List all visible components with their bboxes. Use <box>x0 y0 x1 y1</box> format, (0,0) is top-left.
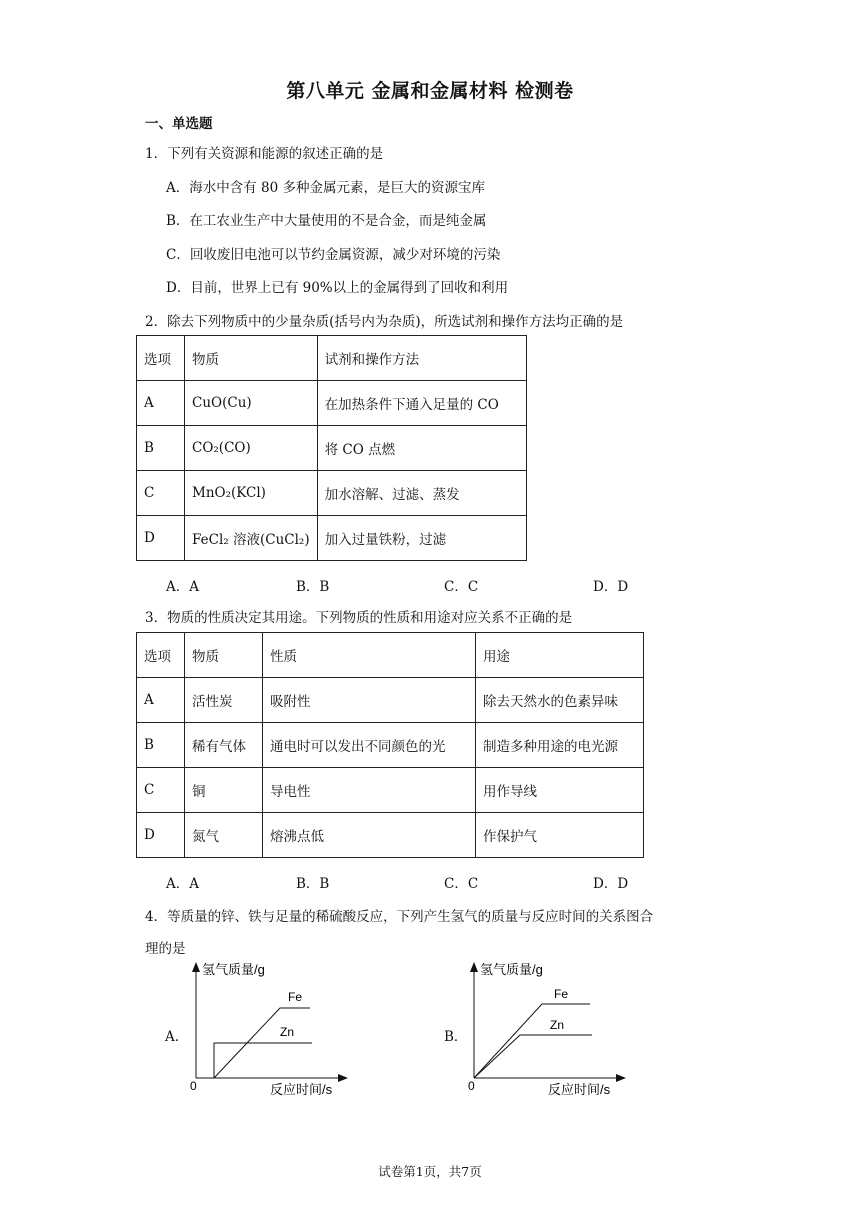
table-cell: 吸附性 <box>263 678 476 723</box>
table-cell: C <box>137 471 185 516</box>
origin-label: 0 <box>468 1079 475 1093</box>
choice-b: B．B <box>296 579 330 595</box>
table-cell: 将 CO 点燃 <box>317 426 526 471</box>
q1-option-b: B．在工农业生产中大量使用的不是合金，而是纯金属 <box>166 213 487 229</box>
table-cell: D <box>137 813 185 858</box>
table-cell: C <box>137 768 185 813</box>
table-header: 物质 <box>185 336 318 381</box>
table-cell: B <box>137 426 185 471</box>
choice-d: D．D <box>593 876 629 892</box>
table-cell: MnO₂(KCl) <box>185 471 318 516</box>
x-axis-label: 反应时间/s <box>270 1082 333 1097</box>
fe-line <box>474 1004 590 1078</box>
table-header: 用途 <box>476 633 644 678</box>
choice-a: A．A <box>166 876 199 892</box>
table-cell: 氮气 <box>185 813 263 858</box>
y-axis-label: 氢气质量/g <box>202 962 265 977</box>
q1-option-a: A．海水中含有 80 多种金属元素，是巨大的资源宝库 <box>166 180 486 196</box>
q3-table <box>136 632 644 858</box>
x-axis-label: 反应时间/s <box>548 1082 611 1097</box>
q4-stem-line1: 4．等质量的锌、铁与足量的稀硫酸反应，下列产生氢气的质量与反应时间的关系图合 <box>145 909 654 925</box>
graph-a <box>180 958 360 1098</box>
table-cell: 铜 <box>185 768 263 813</box>
y-axis-arrow <box>192 962 200 972</box>
table-cell: 在加热条件下通入足量的 CO <box>317 381 526 426</box>
table-cell: A <box>137 381 185 426</box>
y-axis-arrow <box>470 962 478 972</box>
y-axis-label: 氢气质量/g <box>480 962 543 977</box>
series-label-zn: Zn <box>550 1018 565 1032</box>
q3-stem: 3．物质的性质决定其用途。下列物质的性质和用途对应关系不正确的是 <box>145 610 573 626</box>
series-label-fe: Fe <box>288 990 303 1004</box>
choice-b: B．B <box>296 876 330 892</box>
table-cell: CO₂(CO) <box>185 426 318 471</box>
table-header: 选项 <box>137 633 185 678</box>
table-cell: 用作导线 <box>476 768 644 813</box>
choice-c: C．C <box>444 876 479 892</box>
table-cell: 加水溶解、过滤、蒸发 <box>317 471 526 516</box>
graph-b <box>458 958 638 1098</box>
table-row <box>137 516 527 561</box>
q1-stem: 1．下列有关资源和能源的叙述正确的是 <box>145 146 384 162</box>
table-header: 物质 <box>185 633 263 678</box>
q1-option-d: D．目前，世界上已有 90%以上的金属得到了回收和利用 <box>166 280 509 296</box>
page-footer: 试卷第1页，共7页 <box>378 1164 482 1179</box>
q1-option-c: C．回收废旧电池可以节约金属资源，减少对环境的污染 <box>166 247 501 263</box>
choice-d: D．D <box>593 579 629 595</box>
table-cell: 稀有气体 <box>185 723 263 768</box>
table-cell: D <box>137 516 185 561</box>
section-heading: 一、单选题 <box>145 116 213 132</box>
table-cell: A <box>137 678 185 723</box>
table-header: 选项 <box>137 336 185 381</box>
table-cell: 除去天然水的色素异味 <box>476 678 644 723</box>
graph-b-label: B． <box>444 1029 468 1045</box>
table-row <box>137 768 644 813</box>
table-cell: CuO(Cu) <box>185 381 318 426</box>
series-label-fe: Fe <box>554 987 569 1001</box>
table-cell: FeCl₂ 溶液(CuCl₂) <box>185 516 318 561</box>
q2-stem: 2．除去下列物质中的少量杂质(括号内为杂质)，所选试剂和操作方法均正确的是 <box>145 314 624 330</box>
table-cell: B <box>137 723 185 768</box>
table-cell: 制造多种用途的电光源 <box>476 723 644 768</box>
origin-label: 0 <box>190 1079 197 1093</box>
table-row <box>137 336 527 381</box>
x-axis-arrow <box>616 1074 626 1082</box>
table-header: 试剂和操作方法 <box>317 336 526 381</box>
table-cell: 通电时可以发出不同颜色的光 <box>263 723 476 768</box>
graph-a-label: A． <box>165 1029 189 1045</box>
series-label-zn: Zn <box>280 1025 295 1039</box>
table-row <box>137 813 644 858</box>
table-cell: 加入过量铁粉，过滤 <box>317 516 526 561</box>
table-row <box>137 426 527 471</box>
zn-line <box>474 1035 592 1078</box>
zn-line <box>214 1043 312 1078</box>
table-header: 性质 <box>263 633 476 678</box>
table-cell: 熔沸点低 <box>263 813 476 858</box>
table-cell: 导电性 <box>263 768 476 813</box>
table-row <box>137 633 644 678</box>
choice-c: C．C <box>444 579 479 595</box>
q2-table <box>136 335 527 561</box>
x-axis-arrow <box>338 1074 348 1082</box>
table-row <box>137 381 527 426</box>
choice-a: A．A <box>166 579 199 595</box>
table-row <box>137 723 644 768</box>
page-title: 第八单元 金属和金属材料 检测卷 <box>286 80 574 102</box>
table-row <box>137 678 644 723</box>
table-cell: 作保护气 <box>476 813 644 858</box>
q4-stem-line2: 理的是 <box>145 941 186 957</box>
table-cell: 活性炭 <box>185 678 263 723</box>
table-row <box>137 471 527 516</box>
